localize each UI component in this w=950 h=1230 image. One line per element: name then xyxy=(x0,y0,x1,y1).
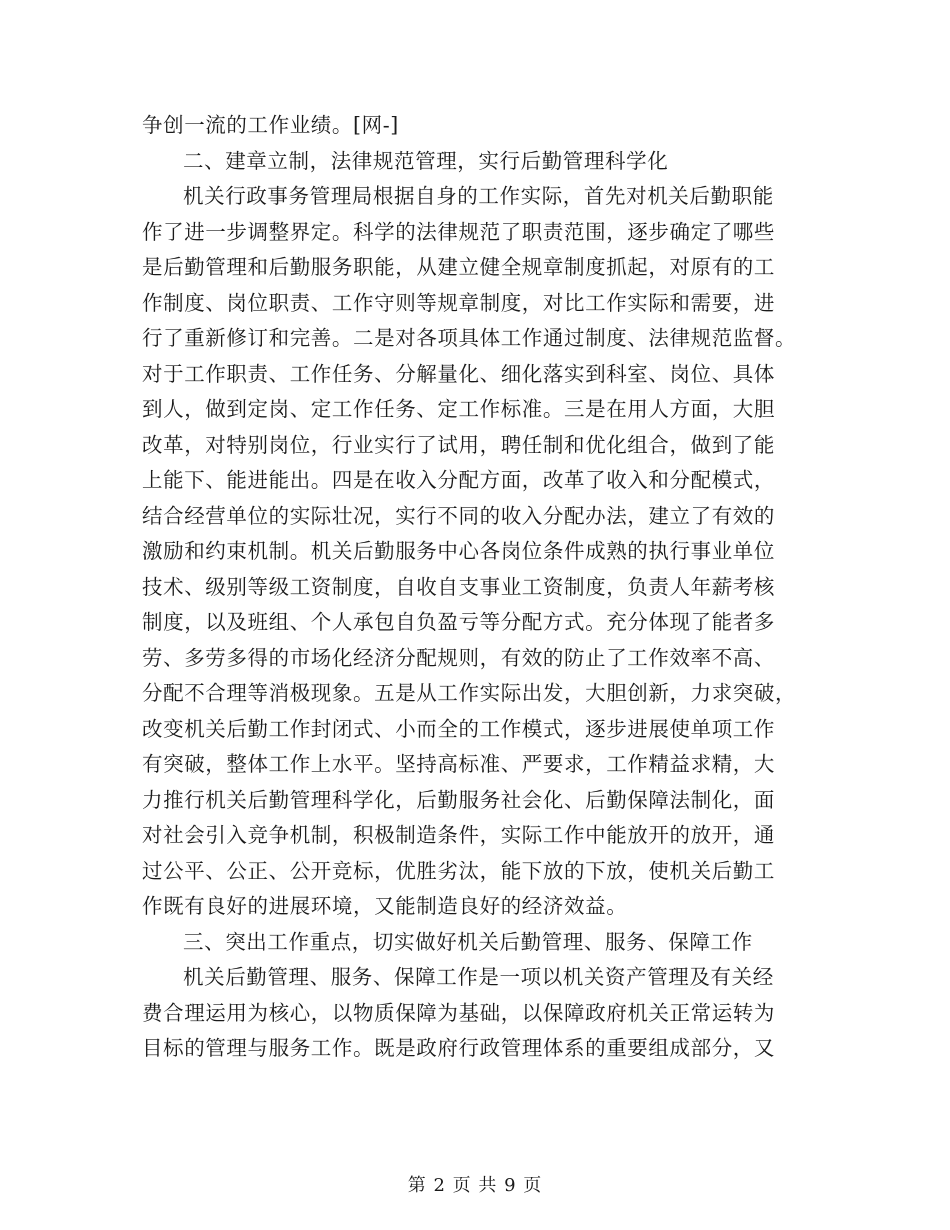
text-line: 上能下、能进能出。四是在收入分配方面，改革了收入和分配模式， xyxy=(142,468,775,492)
text-line: 有突破，整体工作上水平。坚持高标准、严要求，工作精益求精，大 xyxy=(142,752,775,776)
text-line: 劳、多劳多得的市场化经济分配规则，有效的防止了工作效率不高、 xyxy=(142,645,775,670)
text-line: 分配不合理等消极现象。五是从工作实际出发，大胆创新，力求突破， xyxy=(142,681,797,705)
section-heading: 三、突出工作重点，切实做好机关后勤管理、服务、保障工作 xyxy=(183,929,753,954)
text-line: 作制度、岗位职责、工作守则等规章制度，对比工作实际和需要，进 xyxy=(142,290,775,315)
paragraph-first-line: 机关行政事务管理局根据自身的工作实际，首先对机关后勤职能 xyxy=(183,184,774,208)
document-body xyxy=(142,108,804,1067)
paragraph-first-line: 机关后勤管理、服务、保障工作是一项以机关资产管理及有关经 xyxy=(183,965,774,989)
page-footer: 第 2 页 共 9 页 xyxy=(407,1175,543,1196)
text-line: 改变机关后勤工作封闭式、小而全的工作模式，逐步进展使单项工作 xyxy=(142,716,775,741)
section-heading: 二、建章立制，法律规范管理，实行后勤管理科学化 xyxy=(183,148,669,173)
text-line: 作了进一步调整界定。科学的法律规范了职责范围，逐步确定了哪些 xyxy=(142,219,775,244)
text-line: 费合理运用为核心，以物质保障为基础，以保障政府机关正常运转为 xyxy=(142,1000,775,1025)
text-line: 技术、级别等级工资制度，自收自支事业工资制度，负责人年薪考核 xyxy=(142,574,775,599)
text-line: 作既有良好的进展环境，又能制造良好的经济效益。 xyxy=(142,894,628,918)
text-line: 对社会引入竞争机制，积极制造条件，实际工作中能放开的放开，通 xyxy=(142,823,775,847)
text-line: 结合经营单位的实际壮况，实行不同的收入分配办法，建立了有效的 xyxy=(142,503,775,528)
text-line: 争创一流的工作业绩。[网-] xyxy=(142,113,399,137)
text-line: 行了重新修订和完善。二是对各项具体工作通过制度、法律规范监督。 xyxy=(142,326,797,350)
text-line: 是后勤管理和后勤服务职能，从建立健全规章制度抓起，对原有的工 xyxy=(142,255,775,279)
text-line: 对于工作职责、工作任务、分解量化、细化落实到科室、岗位、具体 xyxy=(142,361,775,386)
text-line: 目标的管理与服务工作。既是政府行政管理体系的重要组成部分，又 xyxy=(142,1036,775,1060)
text-line: 到人，做到定岗、定工作任务、定工作标准。三是在用人方面，大胆 xyxy=(142,397,775,421)
text-line: 激励和约束机制。机关后勤服务中心各岗位条件成熟的执行事业单位 xyxy=(142,539,775,563)
text-line: 过公平、公正、公开竞标，优胜劣汰，能下放的下放，使机关后勤工 xyxy=(142,858,775,883)
text-line: 力推行机关后勤管理科学化，后勤服务社会化、后勤保障法制化，面 xyxy=(142,787,775,812)
text-line: 制度，以及班组、个人承包自负盈亏等分配方式。充分体现了能者多 xyxy=(142,610,775,634)
text-line: 改革，对特别岗位，行业实行了试用，聘任制和优化组合，做到了能 xyxy=(142,432,775,457)
